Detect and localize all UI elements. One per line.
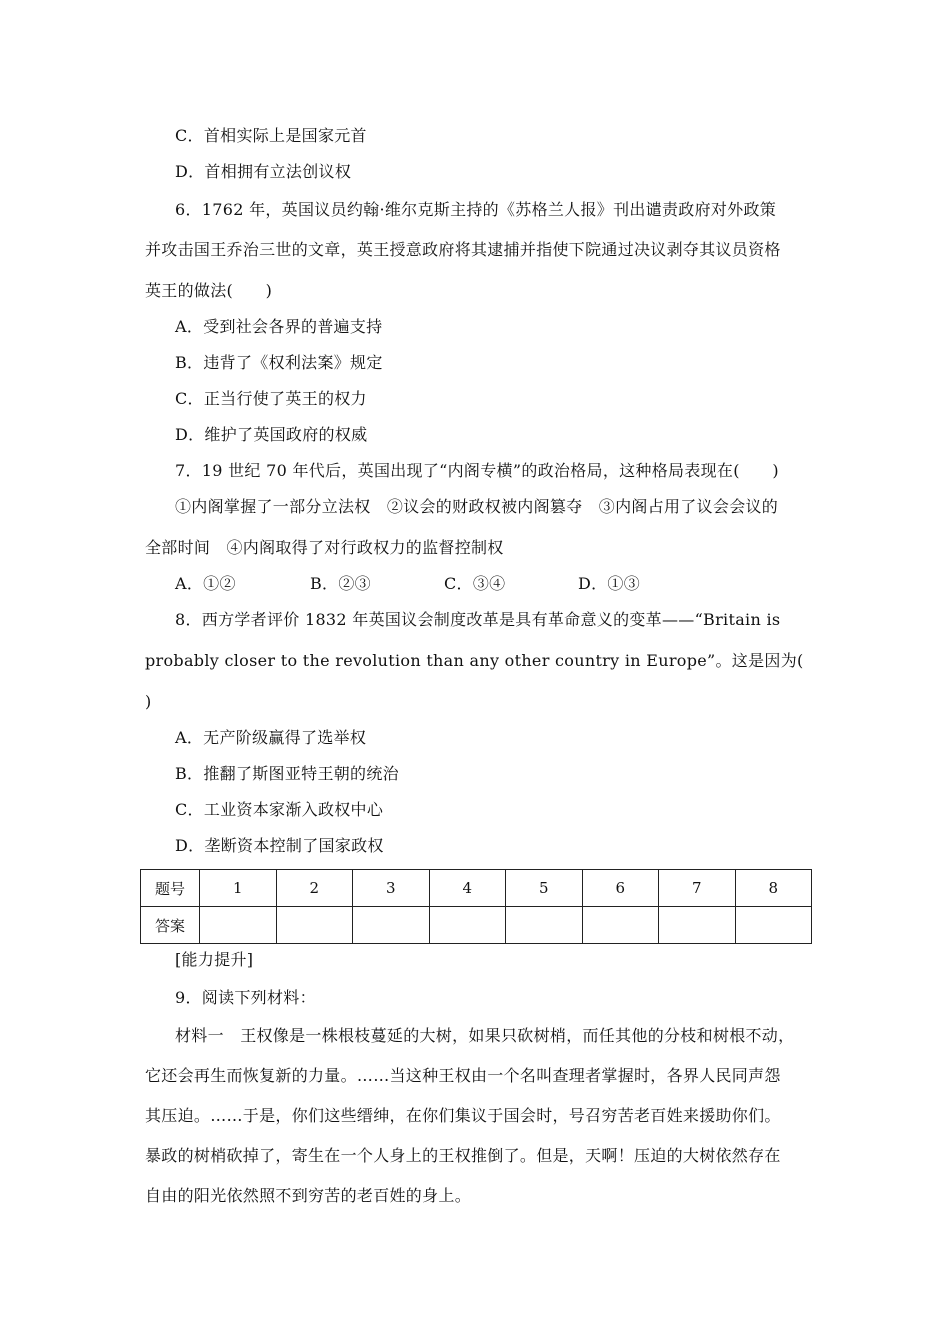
q5-option-c: C．首相实际上是国家元首 (175, 126, 367, 145)
q7-option-b: B．②③ (310, 574, 371, 593)
answer-cell-2[interactable] (276, 907, 353, 944)
answer-row-label: 答案 (141, 907, 200, 944)
section-heading: [能力提升] (175, 950, 254, 969)
q9-material-1-line-5: 自由的阳光依然照不到穷苦的老百姓的身上。 (145, 1186, 472, 1205)
q6-stem-line-2: 并攻击国王乔治三世的文章，英王授意政府将其逮捕并指使下院通过决议剥夺其议员资格 (145, 240, 781, 259)
q7-option-d: D．①③ (578, 574, 641, 593)
answer-table-number-row (141, 870, 812, 907)
answer-cell-5[interactable] (506, 907, 583, 944)
q8-stem-line-2: probably closer to the revolution than any other country in Europe”。这是因为( (145, 651, 804, 670)
answer-cell-4[interactable] (429, 907, 506, 944)
number-row-label: 题号 (141, 870, 200, 907)
q5-option-d: D．首相拥有立法创议权 (175, 162, 352, 181)
q6-option-a: A．受到社会各界的普遍支持 (175, 317, 383, 336)
q8-option-b: B．推翻了斯图亚特王朝的统治 (175, 764, 399, 783)
question-number-cell: 6 (582, 870, 659, 907)
answer-table-answer-row (141, 907, 812, 944)
q7-stem-line-2: ①内阁掌握了一部分立法权 ②议会的财政权被内阁篡夺 ③内阁占用了议会会议的 (175, 497, 779, 516)
q6-option-c: C．正当行使了英王的权力 (175, 389, 367, 408)
answer-cell-1[interactable] (200, 907, 277, 944)
question-number-cell: 8 (735, 870, 812, 907)
question-number-cell: 1 (200, 870, 277, 907)
question-number-cell: 5 (506, 870, 583, 907)
answer-cell-7[interactable] (659, 907, 736, 944)
q7-stem-line-3: 全部时间 ④内阁取得了对行政权力的监督控制权 (145, 538, 504, 557)
q8-stem-line-1: 8．西方学者评价 1832 年英国议会制度改革是具有革命意义的变革——“Britain is (175, 610, 781, 629)
q6-option-b: B．违背了《权利法案》规定 (175, 353, 383, 372)
q8-option-c: C．工业资本家渐入政权中心 (175, 800, 384, 819)
q6-option-d: D．维护了英国政府的权威 (175, 425, 368, 444)
answer-cell-6[interactable] (582, 907, 659, 944)
q9-material-1-line-4: 暴政的树梢砍掉了，寄生在一个人身上的王权推倒了。但是，天啊！压迫的大树依然存在 (145, 1146, 781, 1165)
q9-material-1-line-1: 材料一 王权像是一株根枝蔓延的大树，如果只砍树梢，而任其他的分枝和树根不动， (175, 1026, 795, 1045)
q9-stem: 9．阅读下列材料： (175, 988, 316, 1007)
question-number-cell: 3 (353, 870, 430, 907)
q8-option-d: D．垄断资本控制了国家政权 (175, 836, 384, 855)
q6-stem-line-3: 英王的做法( ) (145, 281, 273, 300)
q7-option-c: C．③④ (444, 574, 506, 593)
question-number-cell: 4 (429, 870, 506, 907)
question-number-cell: 2 (276, 870, 353, 907)
q7-option-a: A．①② (175, 574, 236, 593)
q7-stem-line-1: 7．19 世纪 70 年代后，英国出现了“内阁专横”的政治格局，这种格局表现在( ) (175, 461, 779, 480)
answer-table (140, 869, 812, 944)
q8-option-a: A．无产阶级赢得了选举权 (175, 728, 367, 747)
q9-material-1-line-3: 其压迫。……于是，你们这些缙绅，在你们集议于国会时，号召穷苦老百姓来援助你们。 (145, 1106, 781, 1125)
q6-stem-line-1: 6．1762 年，英国议员约翰·维尔克斯主持的《苏格兰人报》刊出谴责政府对外政策 (175, 200, 777, 219)
answer-cell-3[interactable] (353, 907, 430, 944)
question-number-cell: 7 (659, 870, 736, 907)
q8-stem-line-3: ) (145, 692, 152, 711)
q9-material-1-line-2: 它还会再生而恢复新的力量。……当这种王权由一个名叫查理者掌握时，各界人民同声怨 (145, 1066, 781, 1085)
answer-cell-8[interactable] (735, 907, 812, 944)
